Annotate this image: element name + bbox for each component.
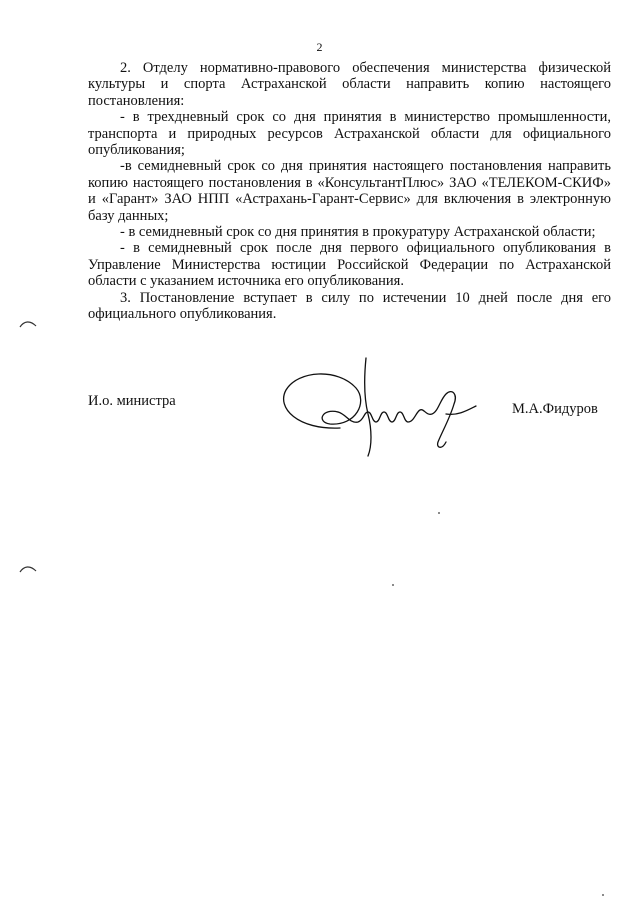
scan-speck [392, 584, 394, 586]
document-body [88, 60, 611, 323]
scan-speck [438, 512, 440, 514]
paragraph-subitem-3: - в семидневный срок со дня принятия в прокуратуру Астраханской области; [120, 224, 596, 241]
handwritten-signature [268, 338, 498, 458]
paragraph-subitem-2: -в семидневный срок со дня принятия настоящего постановления направить копию настоящего постановления в «КонсультантПлюс» ЗАО «ТЕЛЕКОМ-СКИФ» и «Гарант» ЗАО НПП «Астрахань-Гарант-Сервис» для включения в электронную базу данных; [88, 158, 611, 224]
paragraph-item-2: 2. Отделу нормативно-правового обеспечения министерства физической культуры и спорта Астраханской области направить копию настоящего постановления: [88, 60, 611, 109]
signature-block [88, 338, 611, 458]
page-number: 2 [316, 40, 323, 54]
signer-name: М.А.Фидуров [512, 401, 598, 417]
paragraph-item-3: 3. Постановление вступает в силу по истечении 10 дней после дня его официального опубликования. [88, 289, 611, 323]
signer-title: И.о. министра [88, 393, 176, 409]
paragraph-subitem-4: - в семидневный срок после дня первого официального опубликования в Управление Министерства юстиции Российской Федерации по Астраханской области с указанием источника его опубликования. [88, 240, 611, 290]
binding-hole-mark [18, 318, 38, 330]
scan-speck [602, 894, 604, 896]
binding-hole-mark [18, 563, 38, 575]
paragraph-subitem-1: - в трехдневный срок со дня принятия в министерство промышленности, транспорта и природных ресурсов Астраханской области для официального опубликования; [88, 109, 611, 159]
